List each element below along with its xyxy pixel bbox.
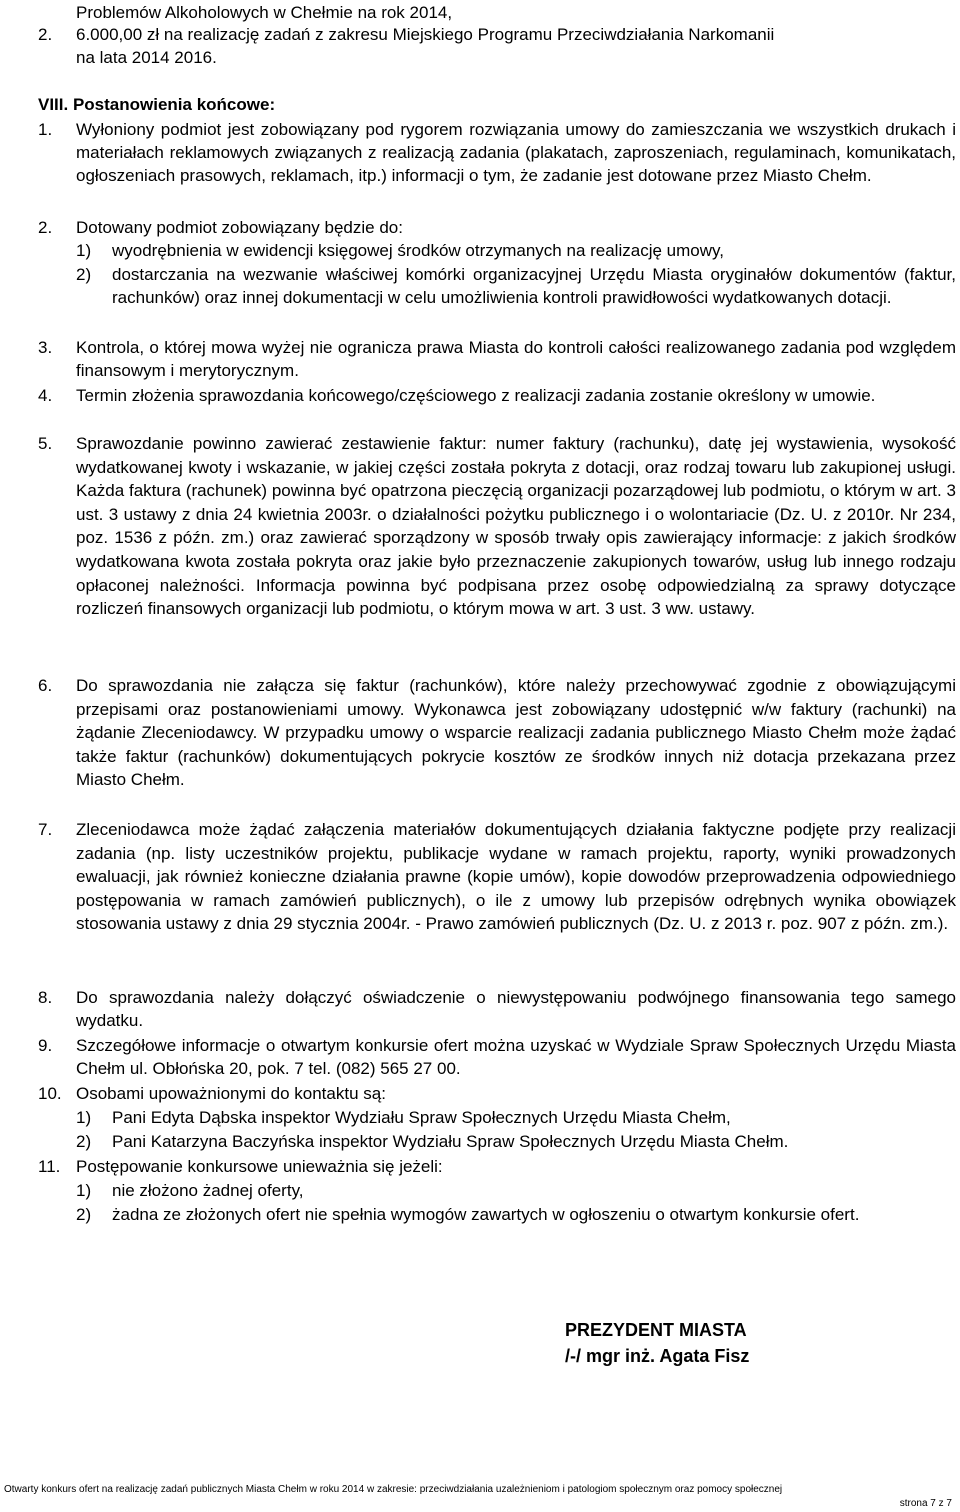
item-number: 8. [38, 988, 53, 1007]
subitem-text: wyodrębnienia w ewidencji księgowej środków otrzymanych na realizację umowy, [112, 241, 724, 260]
signature-title: PREZYDENT MIASTA [565, 1320, 747, 1340]
item-number: 2. [38, 25, 53, 44]
subitem-text: Pani Edyta Dąbska inspektor Wydziału Spraw Społecznych Urzędu Miasta Chełm, [112, 1108, 731, 1127]
subitem-text: nie złożono żadnej oferty, [112, 1181, 304, 1200]
item-number: 2. [38, 218, 53, 237]
subitem-text: Pani Katarzyna Baczyńska inspektor Wydziału Spraw Społecznych Urzędu Miasta Chełm. [112, 1132, 789, 1151]
item-text: Dotowany podmiot zobowiązany będzie do: [76, 218, 403, 237]
item-text: Do sprawozdania nie załącza się faktur (rachunków), które należy przechowywać zgodnie z obowiązującymi przepisami oraz postanowieniami umowy. Wykonawca jest zobowiązany udostępnić w/w faktury (rachunki) na żądanie Zleceniodawcy. W przypadku umowy o wsparcie realizacji zadania publicznego Miasto Chełm może żądać także faktur (rachunków) dokumentujących pokrycie kosztów ze środków innych niż dotacja przekazana przez Miasto Chełm. [76, 676, 956, 790]
item-text: Szczegółowe informacje o otwartym konkursie ofert można uzyskać w Wydziale Spraw Społecznych Urzędu Miasta Chełm ul. Obłońska 20, pok. 7 tel. (082) 565 27 00. [76, 1036, 956, 1078]
item-number: 9. [38, 1036, 53, 1055]
item-text-line: 6.000,00 zł na realizację zadań z zakresu Miejskiego Programu Przeciwdziałania Narkomanii [76, 25, 775, 44]
item-text: Zleceniodawca może żądać załączenia materiałów dokumentujących działania faktyczne podjęte przy realizacji zadania (np. listy uczestników projektu, publikacje wydane w ramach projektu, raporty, wyniki prowadzonych ewaluacji, jak również konieczne działania prawne (kopie umów), kopie dowodów przeprowadzenia odpowiedniego postępowania w ramach zamówień publicznych), o ile z umowy lub przepisów odrębnych wynika obowiązek stosowania ustawy z dnia 29 stycznia 2004r. - Prawo zamówień publicznych (Dz. U. z 2013 r. poz. 907 z późn. zm.). [76, 820, 956, 934]
subitem-text: żadna ze złożonych ofert nie spełnia wymogów zawartych w ogłoszeniu o otwartym konkursie ofert. [112, 1205, 860, 1224]
item-number: 5. [38, 434, 53, 453]
subitem-number: 2) [76, 1205, 92, 1224]
item-number: 11. [38, 1157, 61, 1176]
item-text: Do sprawozdania należy dołączyć oświadczenie o niewystępowaniu podwójnego finansowania tego samego wydatku. [76, 988, 956, 1030]
page-number: strona 7 z 7 [899, 1498, 952, 1509]
section-title: VIII. Postanowienia końcowe: [38, 95, 276, 114]
subitem-number: 1) [76, 1108, 92, 1127]
subitem-number: 2) [76, 265, 92, 284]
footer-text: Otwarty konkurs ofert na realizację zadań publicznych Miasta Chełm w roku 2014 w zakresie: przeciwdziałania uzależnieniom i patologiom społecznym oraz pomocy społecznej [4, 1484, 783, 1495]
item-number: 7. [38, 820, 53, 839]
item-number: 4. [38, 386, 53, 405]
item-text-line: na lata 2014 2016. [76, 48, 217, 67]
item-number: 6. [38, 676, 53, 695]
item-number: 3. [38, 338, 53, 357]
signature-name: /-/ mgr inż. Agata Fisz [565, 1346, 750, 1366]
item-text: Termin złożenia sprawozdania końcowego/częściowego z realizacji zadania zostanie określony w umowie. [76, 386, 876, 405]
item-text: Kontrola, o której mowa wyżej nie ogranicza prawa Miasta do kontroli całości realizowanego zadania pod względem finansowym i merytorycznym. [76, 338, 956, 380]
subitem-text: dostarczania na wezwanie właściwej komórki organizacyjnej Urzędu Miasta oryginałów dokumentów (faktur, rachunków) oraz innej dokumentacji w celu umożliwienia kontroli prawidłowości wydatkowanych dotacji. [112, 265, 956, 307]
item-number: 1. [38, 120, 53, 139]
subitem-number: 1) [76, 1181, 92, 1200]
subitem-number: 1) [76, 241, 92, 260]
item-text: Sprawozdanie powinno zawierać zestawienie faktur: numer faktury (rachunku), datę jej wystawienia, wysokość wydatkowanej kwoty i wskazanie, w jakiej części została pokryta z dotacji, oraz rodzaj towaru lub zakupionej usługi. Każda faktura (rachunek) powinna być opatrzona pieczęcią organizacji pozarządowej lub podmiotu, o którym w art. 3 ust. 3 ustawy z dnia 24 kwietnia 2003r. o działalności pożytku publicznego i o wolontariacie (Dz. U. z 2010r. Nr 234, poz. 1536 z późn. zm.) oraz zawierać sporządzony w sposób trwały opis zawierający informacje: z jakich środków wydatkowana kwota została pokryta oraz jakie było przeznaczenie zakupionych towarów, usług lub innego rodzaju opłaconej należności. Informacja powinna być podpisana przez osobę odpowiedzialną za sprawy dotyczące rozliczeń finansowych organizacji lub podmiotu, o którym mowa w art. 3 ust. 3 ww. ustawy. [76, 434, 956, 619]
item-text: Wyłoniony podmiot jest zobowiązany pod rygorem rozwiązania umowy do zamieszczania we wszystkich drukach i materiałach reklamowych związanych z realizacją zadania (plakatach, zaproszeniach, regulaminach, komunikatach, ogłoszeniach prasowych, reklamach, itp.) informacji o tym, że zadanie jest dotowane przez Miasto Chełm. [76, 120, 956, 185]
item-text: Postępowanie konkursowe unieważnia się jeżeli: [76, 1157, 443, 1176]
subitem-number: 2) [76, 1132, 92, 1151]
item-number: 10. [38, 1084, 62, 1103]
item-text: Osobami upoważnionymi do kontaktu są: [76, 1084, 386, 1103]
intro-line: Problemów Alkoholowych w Chełmie na rok 2014, [76, 3, 453, 22]
